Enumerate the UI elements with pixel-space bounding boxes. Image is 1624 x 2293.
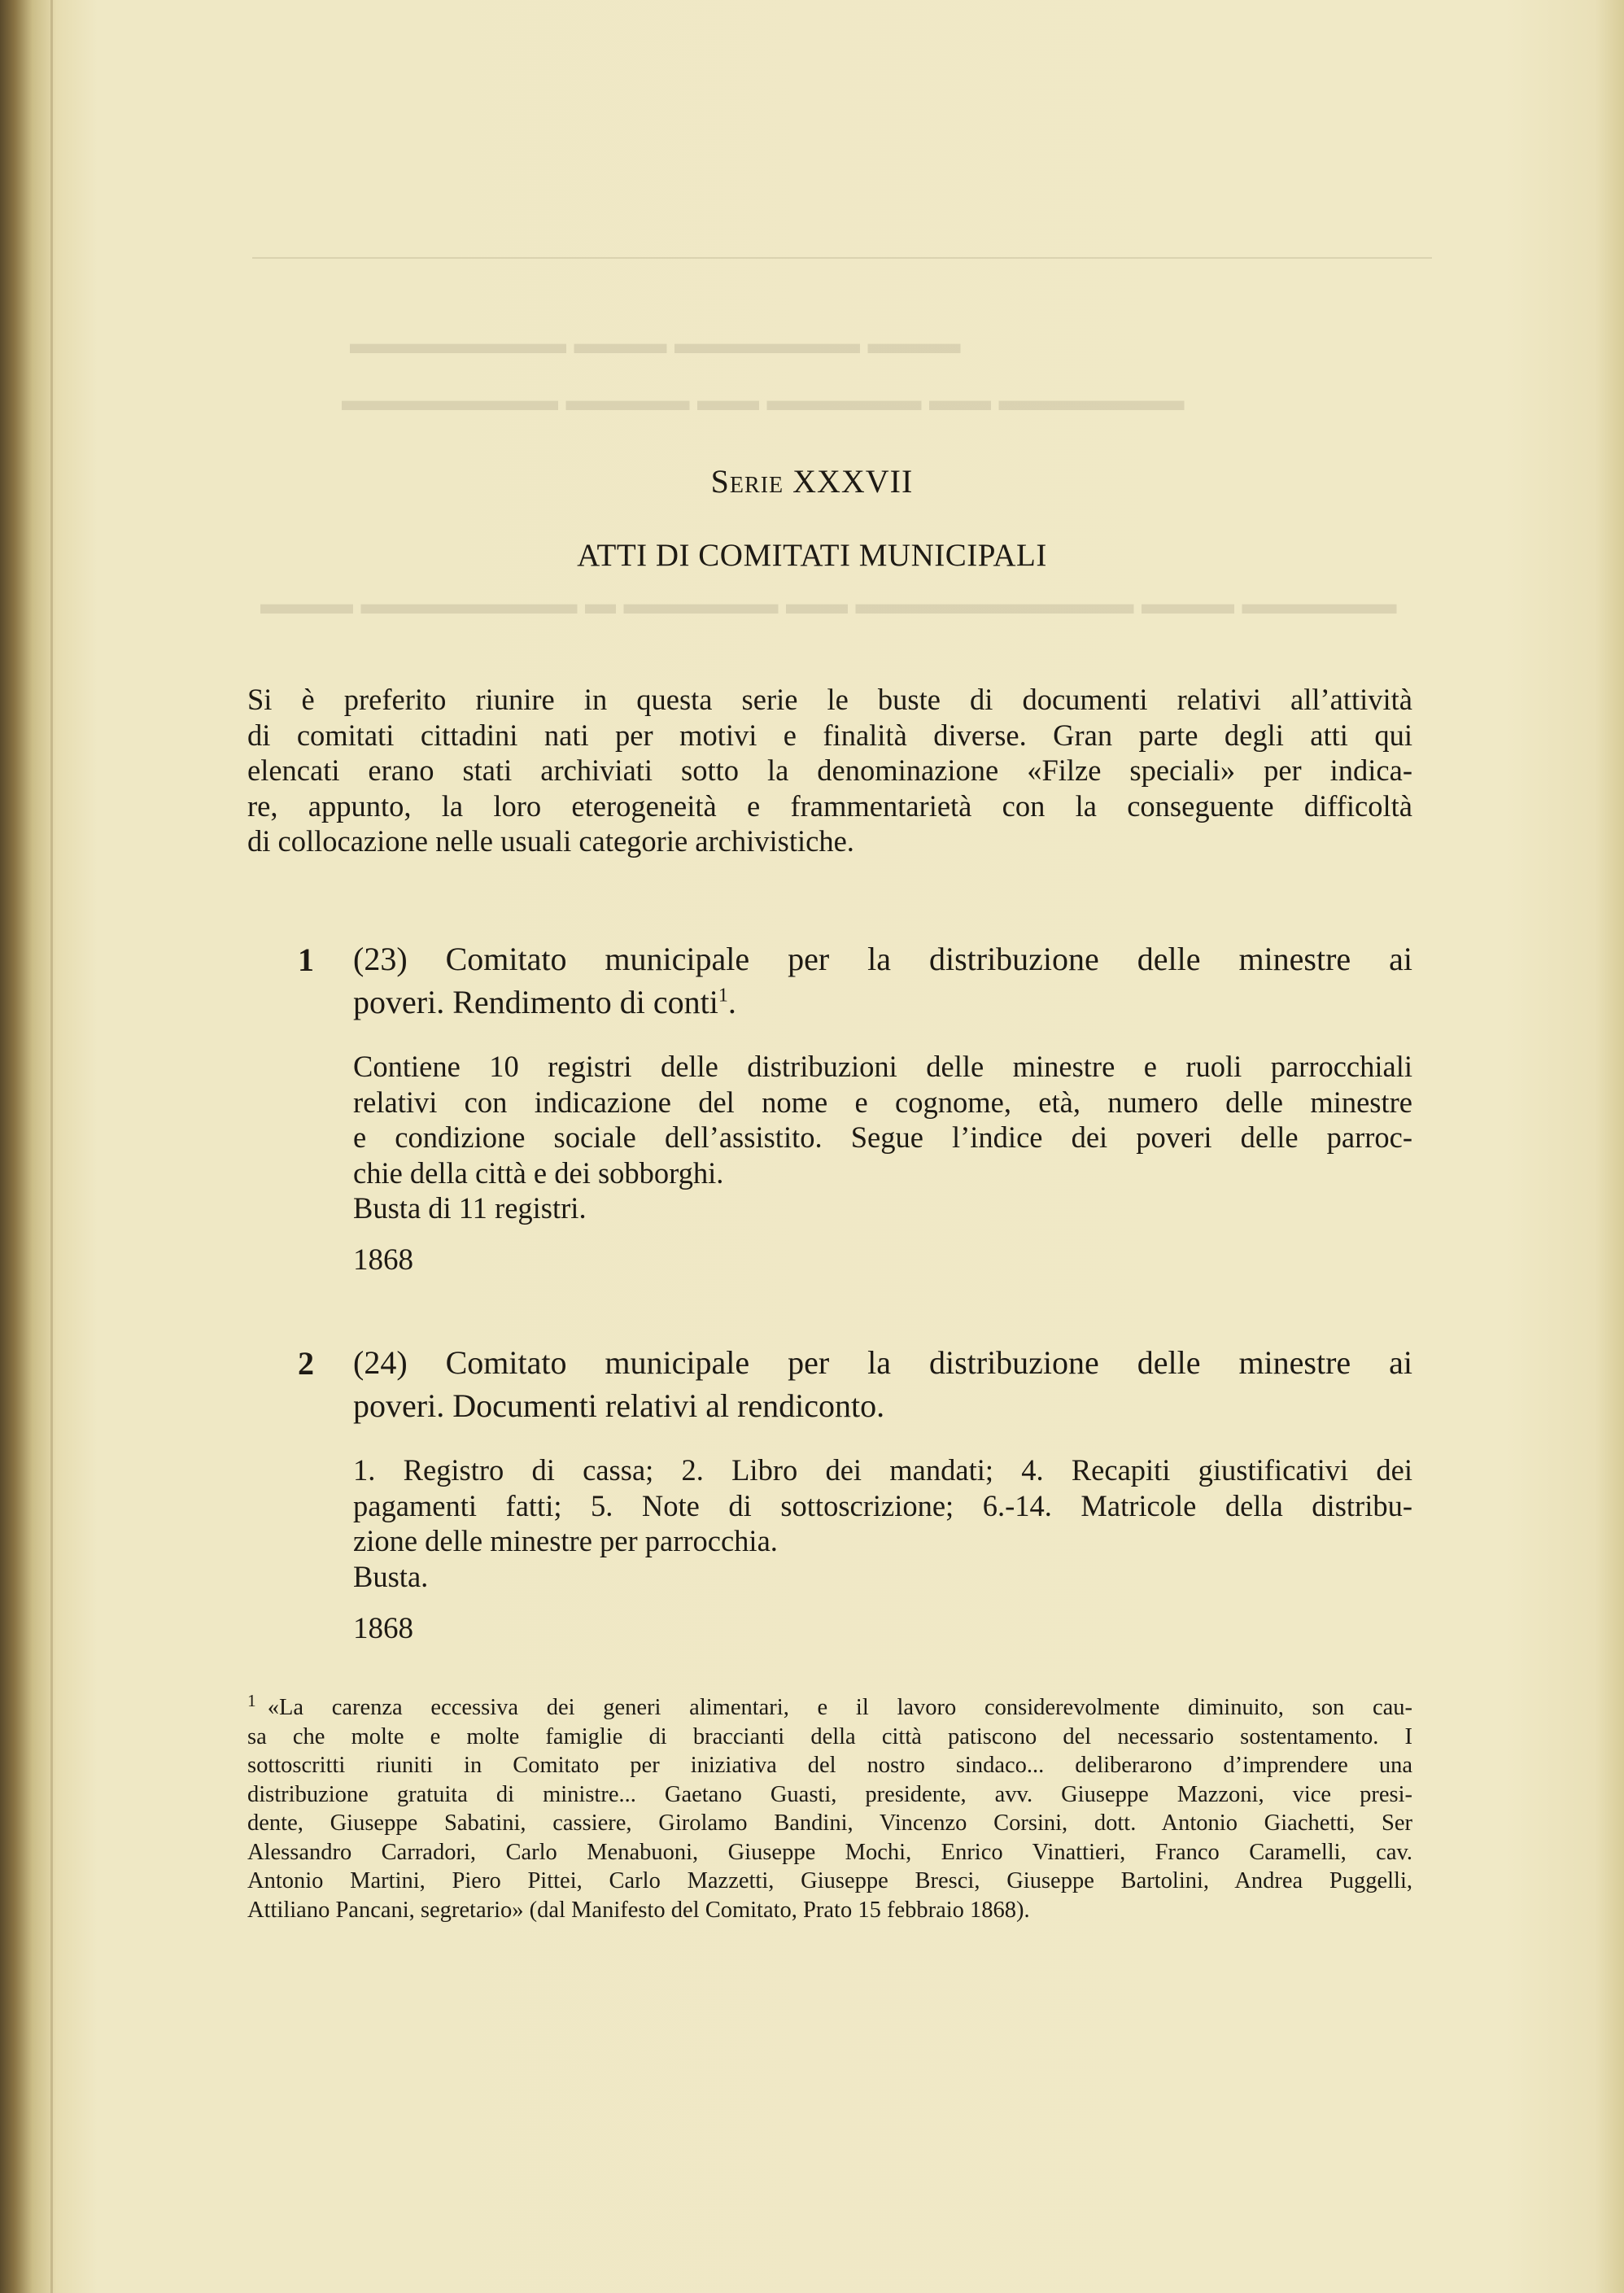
entry-body-line: chie della città e dei sobborghi. (353, 1155, 724, 1190)
entry-body-line: relativi con indicazione del nome e cognome, età, numero delle minestre (353, 1085, 1412, 1119)
entry-body-line: e condizione sociale dell’assistito. Segue l’indice dei poveri delle parroc- (353, 1120, 1412, 1154)
show-through-text: ▬▬▬▬▬ ▬▬▬ ▬▬▬▬▬▬▬▬▬ ▬▬ ▬▬▬▬▬ ▬ ▬▬▬▬▬▬▬ ▬▬▬ (260, 587, 1397, 621)
entry-description (353, 1452, 1412, 1594)
series-numeral: XXXVII (792, 463, 914, 500)
entry-title-line (353, 981, 1412, 1024)
entry-title-text: poveri. Rendimento di conti (353, 984, 718, 1020)
intro-line: di collocazione nelle usuali categorie archivistiche. (247, 824, 854, 858)
footnote-line: Antonio Martini, Piero Pittei, Carlo Mazzetti, Giuseppe Bresci, Giuseppe Bartolini, Andrea Puggelli, (247, 1868, 1412, 1893)
entry-date: 1868 (353, 1243, 413, 1277)
intro-line: di comitati cittadini nati per motivi e finalità diverse. Gran parte degli atti qui (247, 718, 1412, 752)
entry-title-line: poveri. Documenti relativi al rendiconto. (353, 1387, 885, 1424)
entry-body-line: zione delle minestre per parrocchia. (353, 1524, 778, 1557)
entry-body-line: pagamenti fatti; 5. Note di sottoscrizione; 6.-14. Matricole della distribu- (353, 1488, 1412, 1522)
entry-body-line: Busta. (353, 1559, 429, 1593)
footnote-line: distribuzione gratuita di ministre... Gaetano Guasti, presidente, avv. Giuseppe Mazzoni, vice presi- (247, 1781, 1412, 1807)
footnote-line: dente, Giuseppe Sabatini, cassiere, Girolamo Bandini, Vincenzo Corsini, dott. Antonio Giachetti, Ser (247, 1810, 1412, 1836)
entry-number: 1 (298, 941, 314, 978)
footnote-line: Attiliano Pancani, segretario» (dal Manifesto del Comitato, Prato 15 febbraio 1868). (247, 1897, 1030, 1923)
footnote-mark: 1 (247, 1690, 256, 1710)
show-through-rule (252, 257, 1432, 259)
footnote-line: Alessandro Carradori, Carlo Menabuoni, Giuseppe Mochi, Enrico Vinattieri, Franco Caramelli, cav. (247, 1839, 1412, 1865)
entry-title (353, 937, 1412, 1024)
entry-number: 2 (298, 1345, 314, 1382)
footnote-line: sottoscritti riuniti in Comitato per iniziativa del nostro sindaco... deliberarono d’imprendere una (247, 1753, 1412, 1778)
book-binding-shadow (50, 0, 53, 2293)
entry-date: 1868 (353, 1612, 413, 1645)
footnote-text: «La carenza eccessiva dei generi alimentari, e il lavoro considerevolmente diminuito, son cau- (267, 1695, 1412, 1720)
series-prefix: Serie (710, 463, 784, 500)
entry-title (353, 1341, 1412, 1427)
footnote-line (247, 1690, 1412, 1723)
entry-body-line: 1. Registro di cassa; 2. Libro dei mandati; 4. Recapiti giustificativi dei (353, 1453, 1412, 1487)
entry-title-period: . (727, 984, 736, 1020)
section-title: ATTI DI COMITATI MUNICIPALI (577, 538, 1047, 573)
footnote-reference: 1 (718, 985, 728, 1007)
intro-line: Si è preferito riunire in questa serie le buste di documenti relativi all’attività (247, 683, 1412, 716)
footnote-line: sa che molte e molte famiglie di braccianti della città patiscono del necessario sostentamento. I (247, 1723, 1412, 1749)
entry-body-line: Busta di 11 registri. (353, 1191, 587, 1225)
intro-line: elencati erano stati archiviati sotto la denominazione «Filze speciali» per indica- (247, 753, 1412, 787)
show-through-text: ▬▬▬▬▬▬ ▬▬ ▬▬▬▬▬ ▬▬ ▬▬▬▬ ▬▬▬▬▬▬▬ (342, 383, 1185, 417)
intro-paragraph (247, 682, 1412, 859)
entry-title-line: (24) Comitato municipale per la distribuzione delle minestre ai (353, 1344, 1412, 1381)
footnote (247, 1690, 1412, 1924)
entry-title-line: (23) Comitato municipale per la distribuzione delle minestre ai (353, 941, 1412, 977)
intro-line: re, appunto, la loro eterogeneità e frammentarietà con la conseguente difficoltà (247, 788, 1412, 823)
entry-body-line: Contiene 10 registri delle distribuzioni delle minestre e ruoli parrocchiali (353, 1050, 1412, 1083)
entry-description (353, 1049, 1412, 1226)
series-heading (0, 462, 1624, 500)
show-through-text: ▬▬▬ ▬▬▬▬▬▬ ▬▬▬ ▬▬▬▬▬▬▬ (350, 326, 961, 360)
